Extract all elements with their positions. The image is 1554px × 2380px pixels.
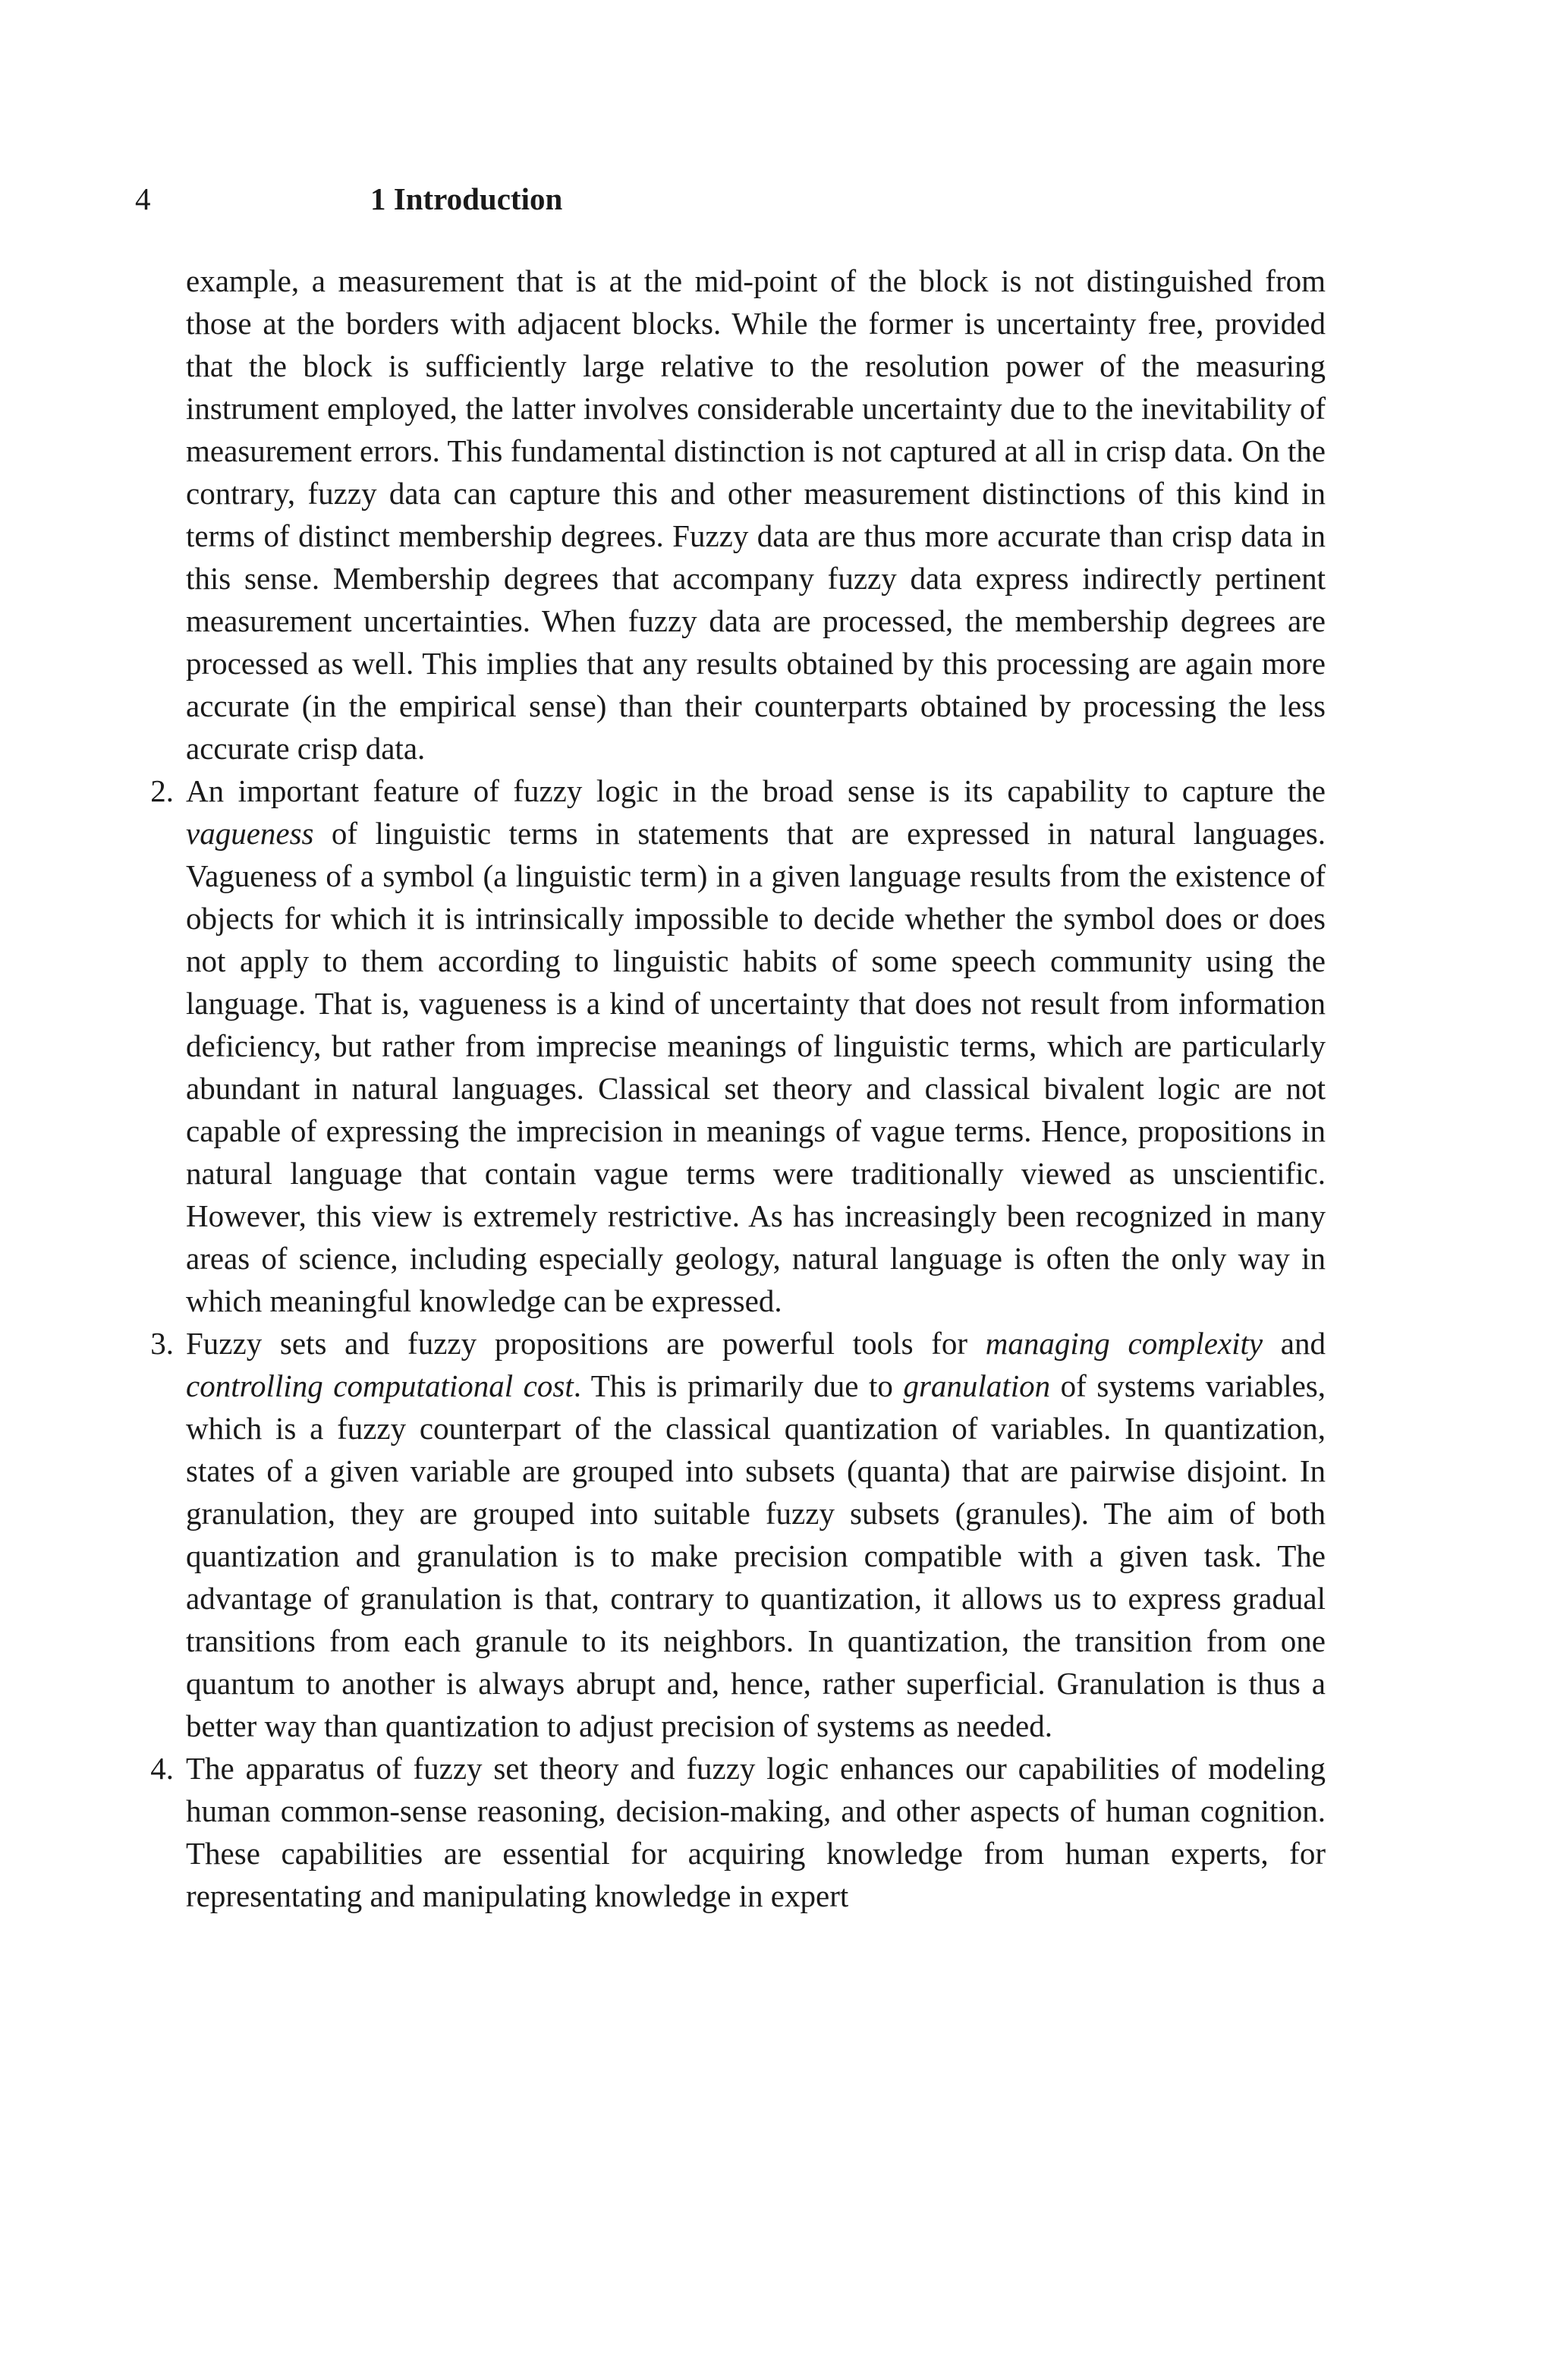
item-text: Fuzzy sets and fuzzy propositions are powerful tools for: [186, 1326, 986, 1361]
emphasis-granulation: granulation: [903, 1368, 1051, 1403]
item-text: . This is primarily due to: [573, 1368, 904, 1403]
list-item-number: 2.: [150, 773, 174, 808]
emphasis-managing-complexity: managing complexity: [985, 1326, 1263, 1361]
chapter-title: 1 Introduction: [370, 181, 563, 216]
item-text: of linguistic terms in statements that are expressed in natural languages. Vagueness of a symbol (a linguistic term) in a given language results from the existence of objects for which it is intrinsically impossible to decide whether the symbol does or does not apply to them according to linguistic habits of some speech community using the language. That is, vagueness is a kind of uncertainty that does not result from information deficiency, but rather from imprecise meanings of linguistic terms, which are particularly abundant in natural languages. Classical set theory and classical bivalent logic are not capable of expressing the imprecision in meanings of vague terms. Hence, propositions in natural language that contain vague terms were traditionally viewed as unscientific. However, this view is extremely restrictive. As has increasingly been recognized in many areas of science, including especially geology, natural language is often the only way in which meaningful knowledge can be expressed.: [186, 816, 1326, 1318]
item-text: and: [1263, 1326, 1326, 1361]
page-number: 4: [135, 181, 151, 216]
item-text: of systems variables, which is a fuzzy counterpart of the classical quantization of variables. In quantization, states of a given variable are grouped into subsets (quanta) that are pairwise disjoint. In granulation, they are grouped into suitable fuzzy subsets (granules). The aim of both quantization and granulation is to make precision compatible with a given task. The advantage of granulation is that, contrary to quantization, it allows us to express gradual transitions from each granule to its neighbors. In quantization, the transition from one quantum to another is always abrupt and, hence, rather superficial. Granulation is thus a better way than quantization to adjust precision of systems as needed.: [186, 1368, 1326, 1743]
list-item-number: 3.: [150, 1326, 174, 1361]
item-text: The apparatus of fuzzy set theory and fuzzy logic enhances our capabilities of modeling human common-sense reasoning, decision-making, and other aspects of human cognition. These capabilities are essential for acquiring knowledge from human experts, for representating and manipulating knowledge in expert: [186, 1751, 1326, 1913]
emphasis-vagueness: vagueness: [186, 816, 314, 851]
continuation-paragraph: example, a measurement that is at the mid-point of the block is not distinguished from those at the borders with adjacent blocks. While the former is uncertainty free, provided that the block is sufficiently large relative to the resolution power of the measuring instrument employed, the latter involves considerable uncertainty due to the inevitability of measurement errors. This fundamental distinction is not captured at all in crisp data. On the contrary, fuzzy data can capture this and other measurement distinctions of this kind in terms of distinct membership degrees. Fuzzy data are thus more accurate than crisp data in this sense. Membership degrees that accompany fuzzy data express indirectly pertinent measurement uncertainties. When fuzzy data are processed, the membership degrees are processed as well. This implies that any results obtained by this processing are again more accurate (in the empirical sense) than their counterparts obtained by processing the less accurate crisp data.: [186, 263, 1326, 766]
list-item-4: [150, 1747, 1326, 1917]
body-text: [150, 260, 1326, 1917]
list-item-2: [150, 770, 1326, 1322]
emphasis-controlling-computational-cost: controlling computational cost: [186, 1368, 574, 1403]
list-item-number: 4.: [150, 1751, 174, 1786]
list-item-3: [150, 1322, 1326, 1747]
running-head: [135, 176, 1334, 222]
item-text: An important feature of fuzzy logic in the broad sense is its capability to capture the: [186, 773, 1326, 808]
